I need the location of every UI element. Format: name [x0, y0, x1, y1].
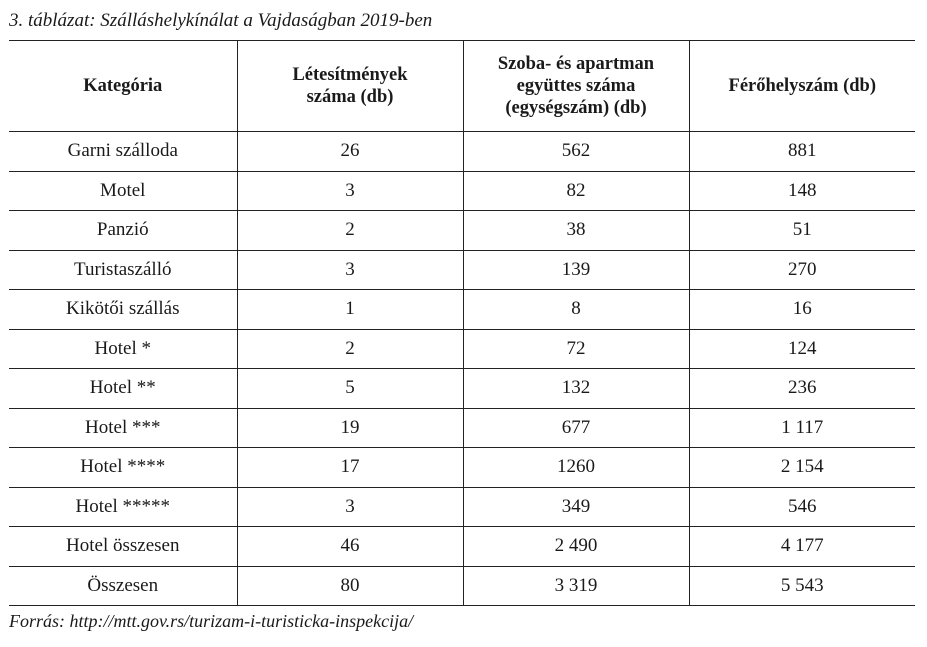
beds-cell: 270 — [689, 250, 915, 290]
beds-cell: 4 177 — [689, 527, 915, 567]
table-body — [9, 132, 915, 606]
establishments-cell: 80 — [237, 566, 463, 606]
beds-cell: 148 — [689, 171, 915, 211]
table-row — [9, 527, 915, 567]
header-establishments-line-1: Létesítmények — [292, 65, 408, 85]
table-caption: 3. táblázat: Szálláshelykínálat a Vajdaságban 2019-ben — [9, 10, 433, 31]
category-cell: Hotel összesen — [66, 535, 180, 557]
table-row — [9, 369, 915, 409]
rooms-cell: 349 — [463, 487, 689, 527]
category-cell: Hotel *** — [85, 416, 161, 438]
beds-cell: 1 117 — [689, 408, 915, 448]
category-cell: Összesen — [87, 574, 159, 596]
table-row — [9, 290, 915, 330]
rooms-cell: 1260 — [463, 448, 689, 488]
beds-cell: 881 — [689, 132, 915, 172]
category-cell: Garni szálloda — [67, 140, 178, 162]
beds-cell: 51 — [689, 211, 915, 251]
establishments-cell: 3 — [237, 171, 463, 211]
rooms-cell: 72 — [463, 329, 689, 369]
category-cell: Panzió — [96, 219, 149, 241]
establishments-cell: 5 — [237, 369, 463, 409]
table-row — [9, 250, 915, 290]
rooms-cell: 132 — [463, 369, 689, 409]
establishments-cell: 26 — [237, 132, 463, 172]
header-category-line-1: Kategória — [83, 76, 163, 96]
header-row — [9, 41, 915, 132]
table-header — [9, 41, 915, 132]
beds-cell: 16 — [689, 290, 915, 330]
header-rooms-line-2: együttes száma — [516, 76, 636, 96]
header-rooms-line-3: (egységszám) (db) — [505, 98, 647, 118]
category-cell: Hotel ** — [89, 377, 156, 399]
beds-cell: 124 — [689, 329, 915, 369]
establishments-cell: 17 — [237, 448, 463, 488]
category-cell: Turistaszálló — [74, 258, 172, 280]
establishments-cell: 2 — [237, 211, 463, 251]
beds-cell: 5 543 — [689, 566, 915, 606]
header-rooms-line-1: Szoba- és apartman — [497, 54, 655, 74]
header-beds-line-1: Férőhelyszám (db) — [728, 76, 876, 96]
rooms-cell: 38 — [463, 211, 689, 251]
category-cell: Hotel **** — [80, 456, 166, 478]
category-cell: Hotel * — [94, 337, 151, 359]
rooms-cell: 3 319 — [463, 566, 689, 606]
table-row — [9, 132, 915, 172]
establishments-cell: 1 — [237, 290, 463, 330]
beds-cell: 546 — [689, 487, 915, 527]
table-row — [9, 566, 915, 606]
table-row — [9, 408, 915, 448]
rooms-cell: 8 — [463, 290, 689, 330]
category-cell: Kikötői szállás — [66, 298, 180, 320]
rooms-cell: 82 — [463, 171, 689, 211]
header-establishments — [237, 41, 463, 132]
establishments-cell: 46 — [237, 527, 463, 567]
establishments-cell: 19 — [237, 408, 463, 448]
category-cell: Hotel ***** — [75, 495, 170, 517]
table-row — [9, 329, 915, 369]
table-row — [9, 211, 915, 251]
header-beds — [689, 41, 915, 132]
establishments-cell: 2 — [237, 329, 463, 369]
rooms-cell: 2 490 — [463, 527, 689, 567]
accommodation-table — [9, 40, 915, 606]
beds-cell: 2 154 — [689, 448, 915, 488]
category-cell: Motel — [100, 179, 146, 201]
header-establishments-line-2: száma (db) — [306, 87, 394, 107]
table-row — [9, 171, 915, 211]
header-category — [9, 41, 237, 132]
table-row — [9, 448, 915, 488]
rooms-cell: 677 — [463, 408, 689, 448]
header-rooms — [463, 41, 689, 132]
rooms-cell: 139 — [463, 250, 689, 290]
source-note: Forrás: http://mtt.gov.rs/turizam-i-turisticka-inspekcija/ — [9, 611, 414, 631]
beds-cell: 236 — [689, 369, 915, 409]
table-row — [9, 487, 915, 527]
establishments-cell: 3 — [237, 250, 463, 290]
rooms-cell: 562 — [463, 132, 689, 172]
establishments-cell: 3 — [237, 487, 463, 527]
